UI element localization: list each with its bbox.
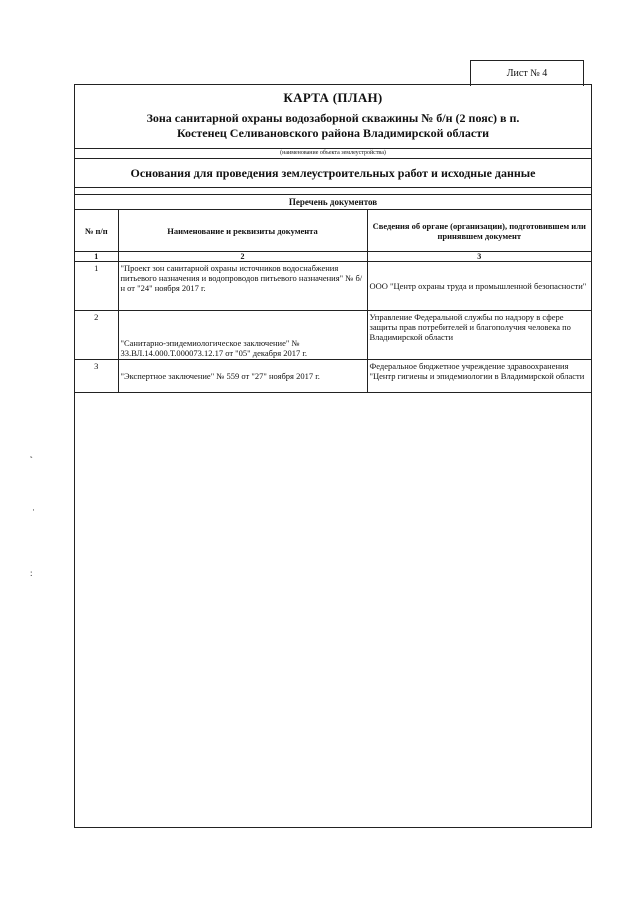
organization-cell: Управление Федеральной службы по надзору в сфере защиты прав потребителей и благополучия человека по Владимирской области <box>367 311 591 360</box>
header-number: № п/п <box>75 210 118 252</box>
documents-list-heading: Перечень документов <box>75 195 591 210</box>
organization-cell: Федеральное бюджетное учреждение здравоохранения "Центр гигиены и эпидемиологии в Владимирской области <box>367 360 591 393</box>
document-cell: "Санитарно-эпидемиологическое заключение" № 33.ВЛ.14.000.Т.000073.12.17 от "05" декабря 2017 г. <box>118 311 367 360</box>
page-title: КАРТА (ПЛАН) <box>283 90 383 105</box>
column-number: 3 <box>367 252 591 262</box>
table-row <box>75 360 591 393</box>
table-row <box>75 311 591 360</box>
spacer-row <box>75 188 591 195</box>
column-number: 1 <box>75 252 118 262</box>
column-number: 2 <box>118 252 367 262</box>
object-caption: (наименование объекта землеустройства) <box>75 149 591 159</box>
row-number: 3 <box>75 360 118 393</box>
document-cell: "Экспертное заключение" № 559 от "27" ноября 2017 г. <box>118 360 367 393</box>
table-header-row <box>75 210 591 252</box>
scan-speck: · <box>32 505 35 515</box>
header-document: Наименование и реквизиты документа <box>118 210 367 252</box>
scan-speck: : <box>30 568 33 578</box>
title-block <box>75 85 591 149</box>
row-number: 2 <box>75 311 118 360</box>
organization-cell: ООО "Центр охраны труда и промышленной безопасности" <box>367 262 591 311</box>
documents-table <box>75 210 591 393</box>
header-organization: Сведения об органе (организации), подготовившем или принявшем документ <box>367 210 591 252</box>
scan-speck: ˛ <box>30 448 33 458</box>
document-cell: "Проект зон санитарной охраны источников водоснабжения питьевого назначения и водопроводов питьевого назначения" № б/н от "24" ноября 2017 г. <box>118 262 367 311</box>
sheet-number: Лист № 4 <box>470 60 584 86</box>
object-name-line-2: Костенец Селивановского района Владимирской области <box>176 126 490 140</box>
basis-heading: Основания для проведения землеустроительных работ и исходные данные <box>75 159 591 188</box>
table-row <box>75 262 591 311</box>
object-name-line-1: Зона санитарной охраны водозаборной скважины № б/н (2 пояс) в п. <box>146 111 520 125</box>
row-number: 1 <box>75 262 118 311</box>
document-frame <box>74 84 592 828</box>
column-numbers-row <box>75 252 591 262</box>
